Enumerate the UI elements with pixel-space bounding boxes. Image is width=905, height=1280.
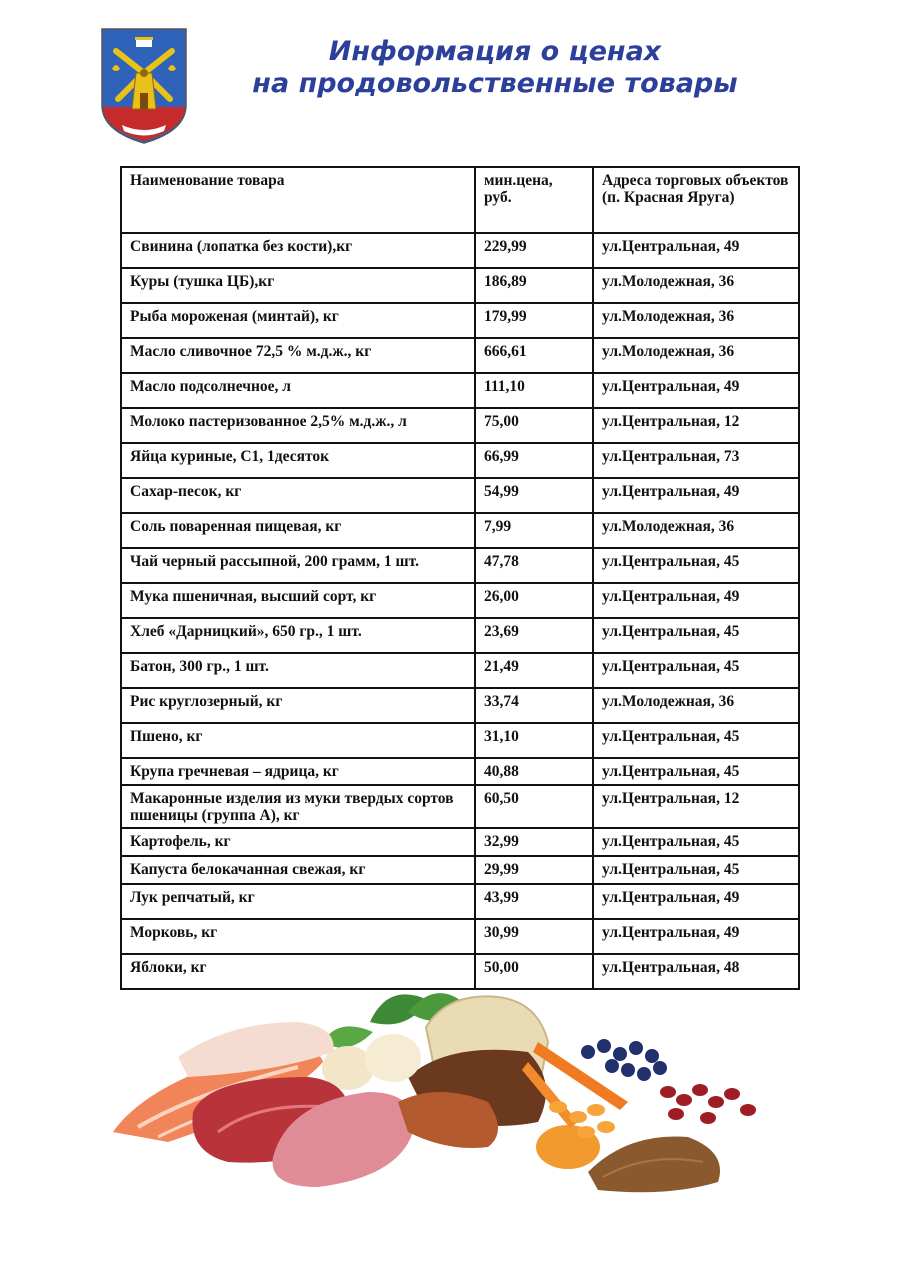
product-price: 47,78 <box>475 548 593 583</box>
product-name: Капуста белокачанная свежая, кг <box>121 856 475 884</box>
product-name: Мука пшеничная, высший сорт, кг <box>121 583 475 618</box>
table-row <box>121 513 799 548</box>
product-price: 666,61 <box>475 338 593 373</box>
product-price: 26,00 <box>475 583 593 618</box>
store-address: ул.Молодежная, 36 <box>593 688 799 723</box>
product-price: 75,00 <box>475 408 593 443</box>
table-row <box>121 828 799 856</box>
store-address: ул.Центральная, 49 <box>593 233 799 268</box>
product-price: 186,89 <box>475 268 593 303</box>
product-name: Молоко пастеризованное 2,5% м.д.ж., л <box>121 408 475 443</box>
product-name: Яйца куриные, С1, 1десяток <box>121 443 475 478</box>
product-name: Масло сливочное 72,5 % м.д.ж., кг <box>121 338 475 373</box>
store-address: ул.Центральная, 45 <box>593 618 799 653</box>
header-name: Наименование товара <box>121 167 475 233</box>
product-name: Хлеб «Дарницкий», 650 гр., 1 шт. <box>121 618 475 653</box>
product-price: 29,99 <box>475 856 593 884</box>
product-price: 23,69 <box>475 618 593 653</box>
product-price: 66,99 <box>475 443 593 478</box>
table-row <box>121 338 799 373</box>
product-name: Лук репчатый, кг <box>121 884 475 919</box>
table-row <box>121 548 799 583</box>
header-price: мин.цена, руб. <box>475 167 593 233</box>
table-row <box>121 758 799 785</box>
product-name: Куры (тушка ЦБ),кг <box>121 268 475 303</box>
product-price: 33,74 <box>475 688 593 723</box>
page-title <box>240 36 750 100</box>
product-price: 40,88 <box>475 758 593 785</box>
store-address: ул.Молодежная, 36 <box>593 338 799 373</box>
price-table <box>120 166 800 990</box>
table-row <box>121 373 799 408</box>
store-address: ул.Центральная, 45 <box>593 548 799 583</box>
store-address: ул.Центральная, 12 <box>593 408 799 443</box>
table-row <box>121 856 799 884</box>
store-address: ул.Молодежная, 36 <box>593 303 799 338</box>
product-price: 50,00 <box>475 954 593 989</box>
product-price: 111,10 <box>475 373 593 408</box>
store-address: ул.Центральная, 12 <box>593 785 799 828</box>
table-row <box>121 408 799 443</box>
table-row <box>121 785 799 828</box>
store-address: ул.Молодежная, 36 <box>593 268 799 303</box>
product-name: Пшено, кг <box>121 723 475 758</box>
table-row <box>121 919 799 954</box>
product-name: Картофель, кг <box>121 828 475 856</box>
product-price: 21,49 <box>475 653 593 688</box>
product-name: Яблоки, кг <box>121 954 475 989</box>
table-row <box>121 618 799 653</box>
product-name: Батон, 300 гр., 1 шт. <box>121 653 475 688</box>
header-address: Адреса торговых объектов (п. Красная Яруга) <box>593 167 799 233</box>
table-header-row <box>121 167 799 233</box>
table-row <box>121 884 799 919</box>
table-row <box>121 303 799 338</box>
table-row <box>121 653 799 688</box>
store-address: ул.Центральная, 49 <box>593 373 799 408</box>
product-name: Чай черный рассыпной, 200 грамм, 1 шт. <box>121 548 475 583</box>
store-address: ул.Центральная, 49 <box>593 583 799 618</box>
table-row <box>121 688 799 723</box>
product-name: Рис круглозерный, кг <box>121 688 475 723</box>
store-address: ул.Центральная, 49 <box>593 919 799 954</box>
store-address: ул.Центральная, 49 <box>593 478 799 513</box>
store-address: ул.Центральная, 73 <box>593 443 799 478</box>
product-price: 32,99 <box>475 828 593 856</box>
product-price: 229,99 <box>475 233 593 268</box>
table-row <box>121 443 799 478</box>
food-assortment-illustration <box>108 982 798 1207</box>
product-name: Рыба мороженая (минтай), кг <box>121 303 475 338</box>
table-row <box>121 723 799 758</box>
store-address: ул.Центральная, 45 <box>593 758 799 785</box>
product-price: 60,50 <box>475 785 593 828</box>
product-name: Сахар-песок, кг <box>121 478 475 513</box>
title-line-1: Информация о ценах <box>328 36 662 67</box>
product-name: Свинина (лопатка без кости),кг <box>121 233 475 268</box>
coat-of-arms-windmill-icon <box>100 27 188 145</box>
title-line-2: на продовольственные товары <box>252 68 738 99</box>
store-address: ул.Центральная, 45 <box>593 723 799 758</box>
table-row <box>121 233 799 268</box>
product-name: Масло подсолнечное, л <box>121 373 475 408</box>
product-price: 31,10 <box>475 723 593 758</box>
table-row <box>121 478 799 513</box>
product-price: 179,99 <box>475 303 593 338</box>
store-address: ул.Центральная, 48 <box>593 954 799 989</box>
store-address: ул.Центральная, 45 <box>593 653 799 688</box>
store-address: ул.Центральная, 49 <box>593 884 799 919</box>
product-name: Макаронные изделия из муки твердых сортов пшеницы (группа А), кг <box>121 785 475 828</box>
table-row <box>121 583 799 618</box>
table-row <box>121 268 799 303</box>
product-price: 30,99 <box>475 919 593 954</box>
product-price: 43,99 <box>475 884 593 919</box>
store-address: ул.Центральная, 45 <box>593 856 799 884</box>
store-address: ул.Молодежная, 36 <box>593 513 799 548</box>
product-price: 7,99 <box>475 513 593 548</box>
product-name: Крупа гречневая – ядрица, кг <box>121 758 475 785</box>
store-address: ул.Центральная, 45 <box>593 828 799 856</box>
product-price: 54,99 <box>475 478 593 513</box>
product-name: Соль поваренная пищевая, кг <box>121 513 475 548</box>
product-name: Морковь, кг <box>121 919 475 954</box>
